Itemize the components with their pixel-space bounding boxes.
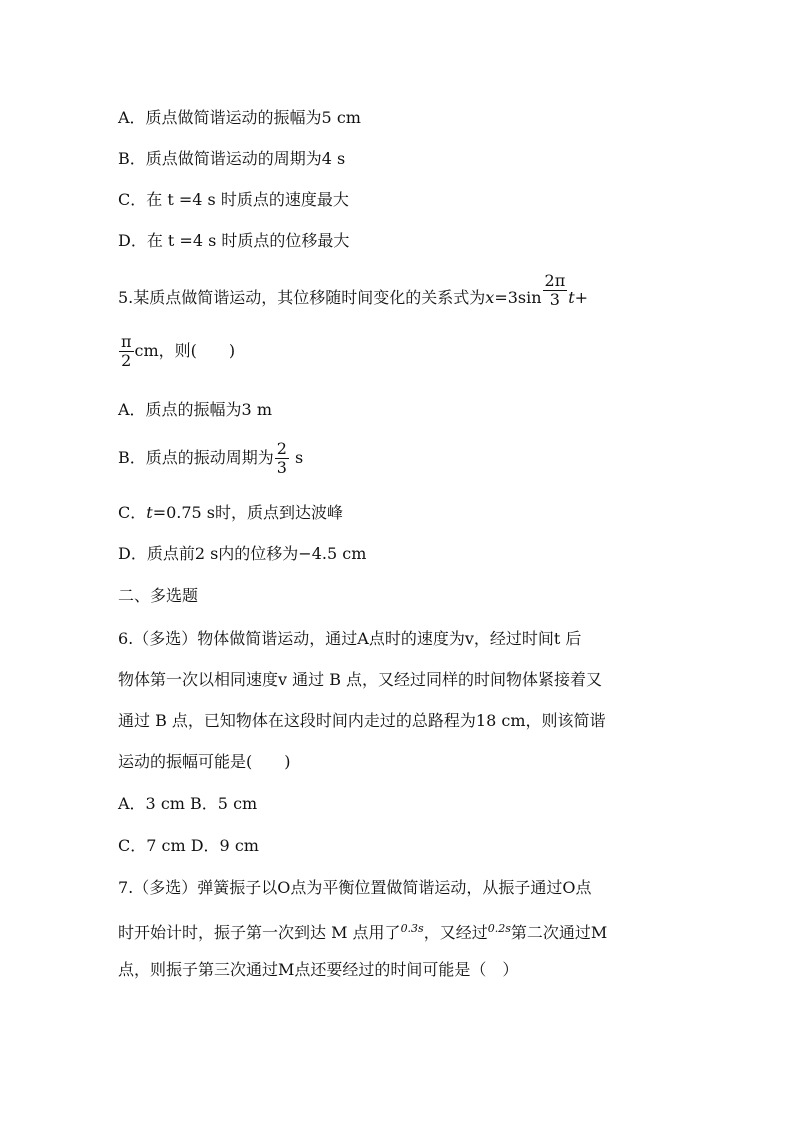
q6-options-ab: A．3 cm B．5 cm: [118, 794, 258, 813]
q5-frac2-num: π: [121, 332, 132, 351]
q5-b-num: 2: [276, 439, 287, 458]
q5-frac1-num: 2π: [544, 271, 566, 290]
q5-option-b-text: B．质点的振动周期为: [118, 448, 274, 467]
q4-option-d: D．在 t =4 s 时质点的位移最大: [118, 231, 350, 250]
q7-line-2-text: 时开始计时，振子第一次到达 M 点用了: [118, 923, 401, 942]
q5-frac1-den: 3: [549, 290, 560, 309]
q5-plus: +: [574, 288, 589, 307]
q5-stem-post: cm，则( ): [134, 341, 236, 360]
q5-option-b: [118, 440, 303, 477]
q7-time-2: 0.2s: [487, 922, 511, 935]
q5-b-den: 3: [276, 458, 287, 477]
q5-fraction-pi-over-2: [119, 333, 134, 370]
q5-fraction-2-over-3: [275, 440, 289, 477]
q5-c-t-symbol: t: [146, 503, 153, 522]
q5-fraction-2pi-over-3: [543, 272, 568, 309]
q6-line-3: 通过 B 点，已知物体在这段时间内走过的总路程为18 cm，则该简谐: [118, 711, 606, 730]
q5-frac2-den: 2: [121, 351, 132, 370]
q5-option-d: D．质点前2 s内的位移为−4.5 cm: [118, 544, 367, 563]
q4-option-b: B．质点做简谐运动的周期为4 s: [118, 149, 346, 168]
q5-option-c-label: C．: [118, 503, 147, 522]
q7-line-2: [118, 919, 607, 943]
q6-line-2: 物体第一次以相同速度v 通过 B 点，又经过同样的时间物体紧接着又: [118, 670, 603, 689]
q7-time-1: 0.3s: [400, 922, 424, 935]
q5-x-symbol: x: [485, 288, 495, 307]
q5-stem-line2: [118, 333, 235, 370]
q6-line-4: 运动的振幅可能是( ): [118, 752, 291, 771]
q5-eq: =3sin: [494, 288, 542, 307]
q5-t-symbol: t: [568, 288, 575, 307]
q4-option-a: A．质点做简谐运动的振幅为5 cm: [118, 108, 361, 127]
q7-line-2-post: 第二次通过M: [510, 923, 608, 942]
q7-line-3: 点，则振子第三次通过M点还要经过的时间可能是（ ）: [118, 960, 519, 979]
q5-option-a: A．质点的振幅为3 m: [118, 400, 272, 419]
q6-line-1: 6.（多选）物体做简谐运动，通过A点时的速度为v，经过时间t 后: [118, 629, 582, 648]
q4-option-c: C．在 t =4 s 时质点的速度最大: [118, 190, 349, 209]
q7-line-2-mid: ，又经过: [423, 923, 488, 942]
q5-option-c: [118, 503, 343, 523]
q7-line-1: 7.（多选）弹簧振子以O点为平衡位置做简谐运动，从振子通过O点: [118, 878, 592, 897]
section-heading-multiple-choice: 二、多选题: [118, 586, 199, 605]
q5-stem-text: 5.某质点做简谐运动，其位移随时间变化的关系式为: [118, 288, 486, 307]
q6-options-cd: C．7 cm D．9 cm: [118, 836, 259, 855]
q5-option-b-unit: s: [289, 448, 304, 467]
q5-option-c-text: =0.75 s时，质点到达波峰: [152, 503, 344, 522]
